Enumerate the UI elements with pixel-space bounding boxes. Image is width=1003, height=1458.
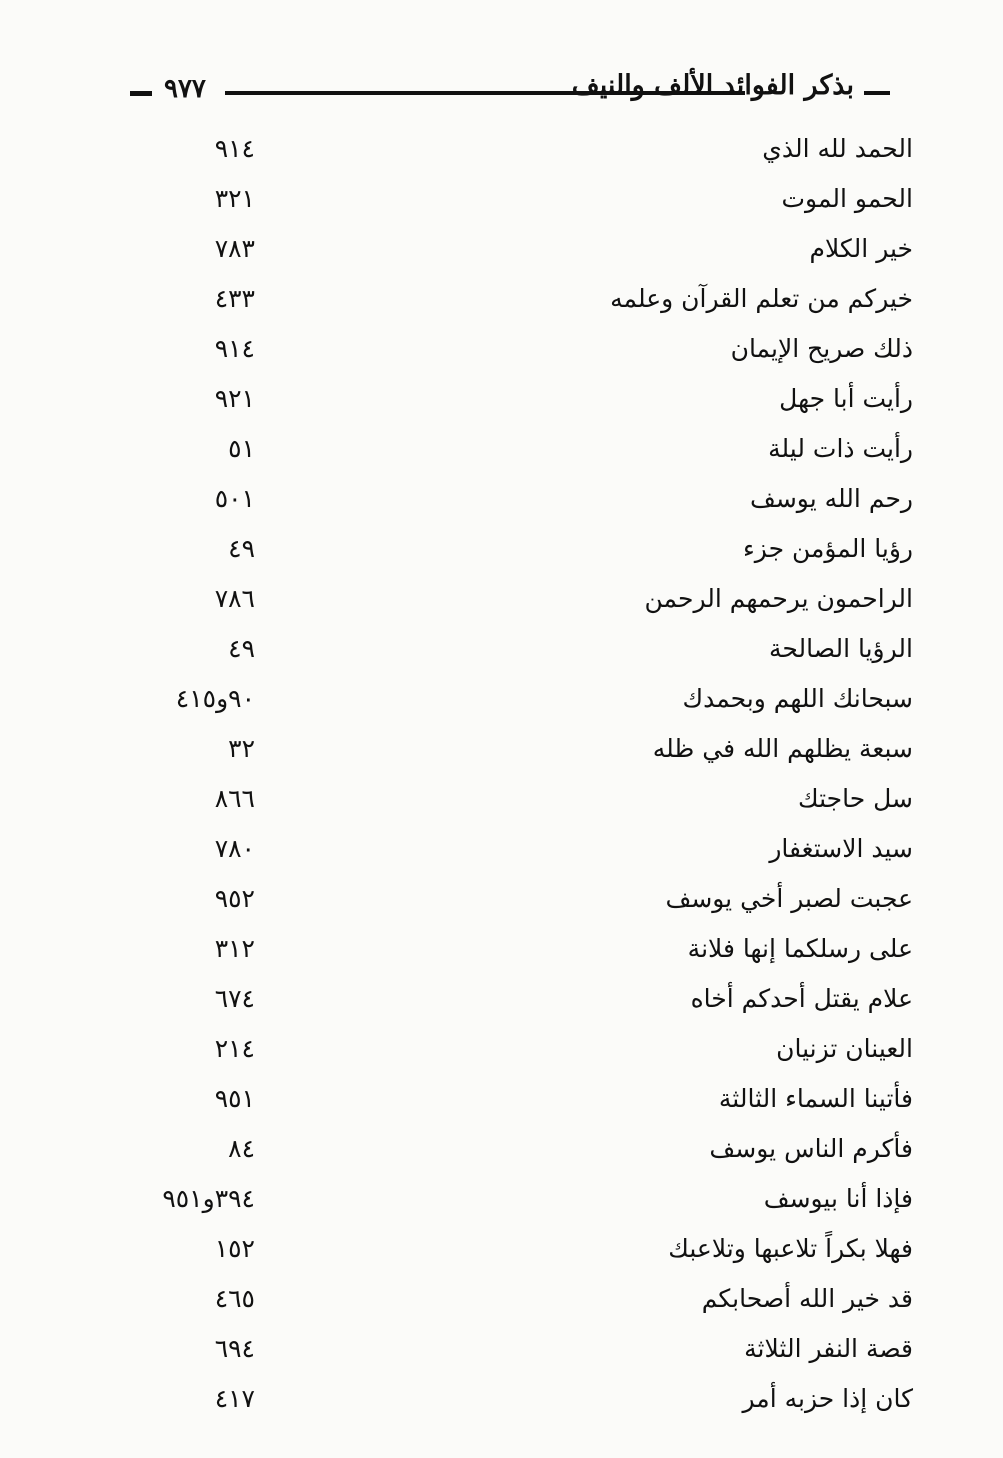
entry-text: سيد الاستغفار (769, 834, 913, 863)
index-entry (0, 1028, 1003, 1078)
index-entry (0, 328, 1003, 378)
entry-text: الحمد لله الذي (762, 134, 913, 163)
index-entry (0, 378, 1003, 428)
entry-text: خيركم من تعلم القرآن وعلمه (610, 284, 913, 313)
index-entry (0, 1278, 1003, 1328)
page-number: ٩٧٧ (164, 74, 206, 104)
index-entry (0, 828, 1003, 878)
entry-page-ref: ٤٦٥ (214, 1284, 255, 1313)
entry-text: سبحانك اللهم وبحمدك (682, 684, 913, 713)
entry-page-ref: ٦٩٤ (214, 1334, 255, 1363)
entry-page-ref: ٧٨٣ (214, 234, 255, 263)
header-dash-left (130, 91, 152, 96)
entry-page-ref: ٧٨٠ (214, 834, 255, 863)
index-entry (0, 678, 1003, 728)
entry-page-ref: ٩٥١ (214, 1084, 255, 1113)
entry-text: كان إذا حزبه أمر (742, 1384, 913, 1413)
entry-text: سل حاجتك (798, 784, 913, 813)
entry-text: خير الكلام (809, 234, 913, 263)
index-entry (0, 178, 1003, 228)
running-title: بذكر الفوائد الألف والنيف (571, 70, 854, 101)
entry-text: على رسلكما إنها فلانة (687, 934, 913, 963)
index-entry (0, 728, 1003, 778)
entry-page-ref: ٤٣٣ (214, 284, 255, 313)
index-entry (0, 278, 1003, 328)
entry-text: ذلك صريح الإيمان (730, 334, 913, 363)
index-entry (0, 428, 1003, 478)
index-entry (0, 478, 1003, 528)
entry-page-ref: ٤٩ (228, 634, 255, 663)
index-entry (0, 1378, 1003, 1428)
running-header (130, 70, 890, 110)
entry-text: الرؤيا الصالحة (769, 634, 913, 663)
entry-text: قد خير الله أصحابكم (701, 1284, 913, 1313)
entry-page-ref: ٤٩ (228, 534, 255, 563)
index-entry (0, 528, 1003, 578)
entry-page-ref: ٩١٤ (214, 334, 255, 363)
entry-text: فأكرم الناس يوسف (709, 1134, 913, 1163)
index-entry (0, 1328, 1003, 1378)
entry-page-ref: ٧٨٦ (214, 584, 255, 613)
entry-text: رأيت ذات ليلة (768, 434, 913, 463)
entry-text: رأيت أبا جهل (779, 384, 913, 413)
entry-page-ref: ٥٠١ (214, 484, 255, 513)
entry-page-ref: ٩١٤ (214, 134, 255, 163)
entry-page-ref: ٤١٧ (214, 1384, 255, 1413)
index-entry (0, 128, 1003, 178)
index-entry (0, 978, 1003, 1028)
entry-page-ref: ٩٢١ (214, 384, 255, 413)
entry-text: الحمو الموت (781, 184, 913, 213)
entry-page-ref: ٣٢ (228, 734, 255, 763)
entry-page-ref: ٢١٤ (214, 1034, 255, 1063)
entry-page-ref: ٨٤ (228, 1134, 255, 1163)
entry-page-ref: ١٥٢ (214, 1234, 255, 1263)
entry-page-ref: ٩٠و٤١٥ (175, 684, 255, 713)
entry-text: الراحمون يرحمهم الرحمن (644, 584, 913, 613)
entry-text: قصة النفر الثلاثة (744, 1334, 913, 1363)
entry-page-ref: ٨٦٦ (214, 784, 255, 813)
entry-text: العينان تزنيان (776, 1034, 913, 1063)
index-list (0, 128, 1003, 1428)
entry-text: سبعة يظلهم الله في ظله (652, 734, 913, 763)
entry-text: عجبت لصبر أخي يوسف (665, 884, 913, 913)
index-entry (0, 1128, 1003, 1178)
index-entry (0, 1228, 1003, 1278)
index-entry (0, 228, 1003, 278)
index-entry (0, 628, 1003, 678)
index-entry (0, 1078, 1003, 1128)
entry-page-ref: ٣١٢ (214, 934, 255, 963)
entry-text: فأتينا السماء الثالثة (718, 1084, 913, 1113)
index-entry (0, 878, 1003, 928)
entry-page-ref: ٥١ (228, 434, 255, 463)
header-dash-right (864, 91, 890, 95)
entry-text: رؤيا المؤمن جزء (743, 534, 913, 563)
entry-page-ref: ٦٧٤ (214, 984, 255, 1013)
entry-page-ref: ٣٩٤و٩٥١ (162, 1184, 255, 1213)
entry-page-ref: ٩٥٢ (214, 884, 255, 913)
entry-text: رحم الله يوسف (749, 484, 913, 513)
index-entry (0, 778, 1003, 828)
entry-text: فهلا بكراً تلاعبها وتلاعبك (668, 1234, 913, 1263)
entry-text: علام يقتل أحدكم أخاه (690, 984, 913, 1013)
index-entry (0, 1178, 1003, 1228)
index-entry (0, 578, 1003, 628)
entry-text: فإذا أنا بيوسف (763, 1184, 913, 1213)
index-entry (0, 928, 1003, 978)
entry-page-ref: ٣٢١ (214, 184, 255, 213)
